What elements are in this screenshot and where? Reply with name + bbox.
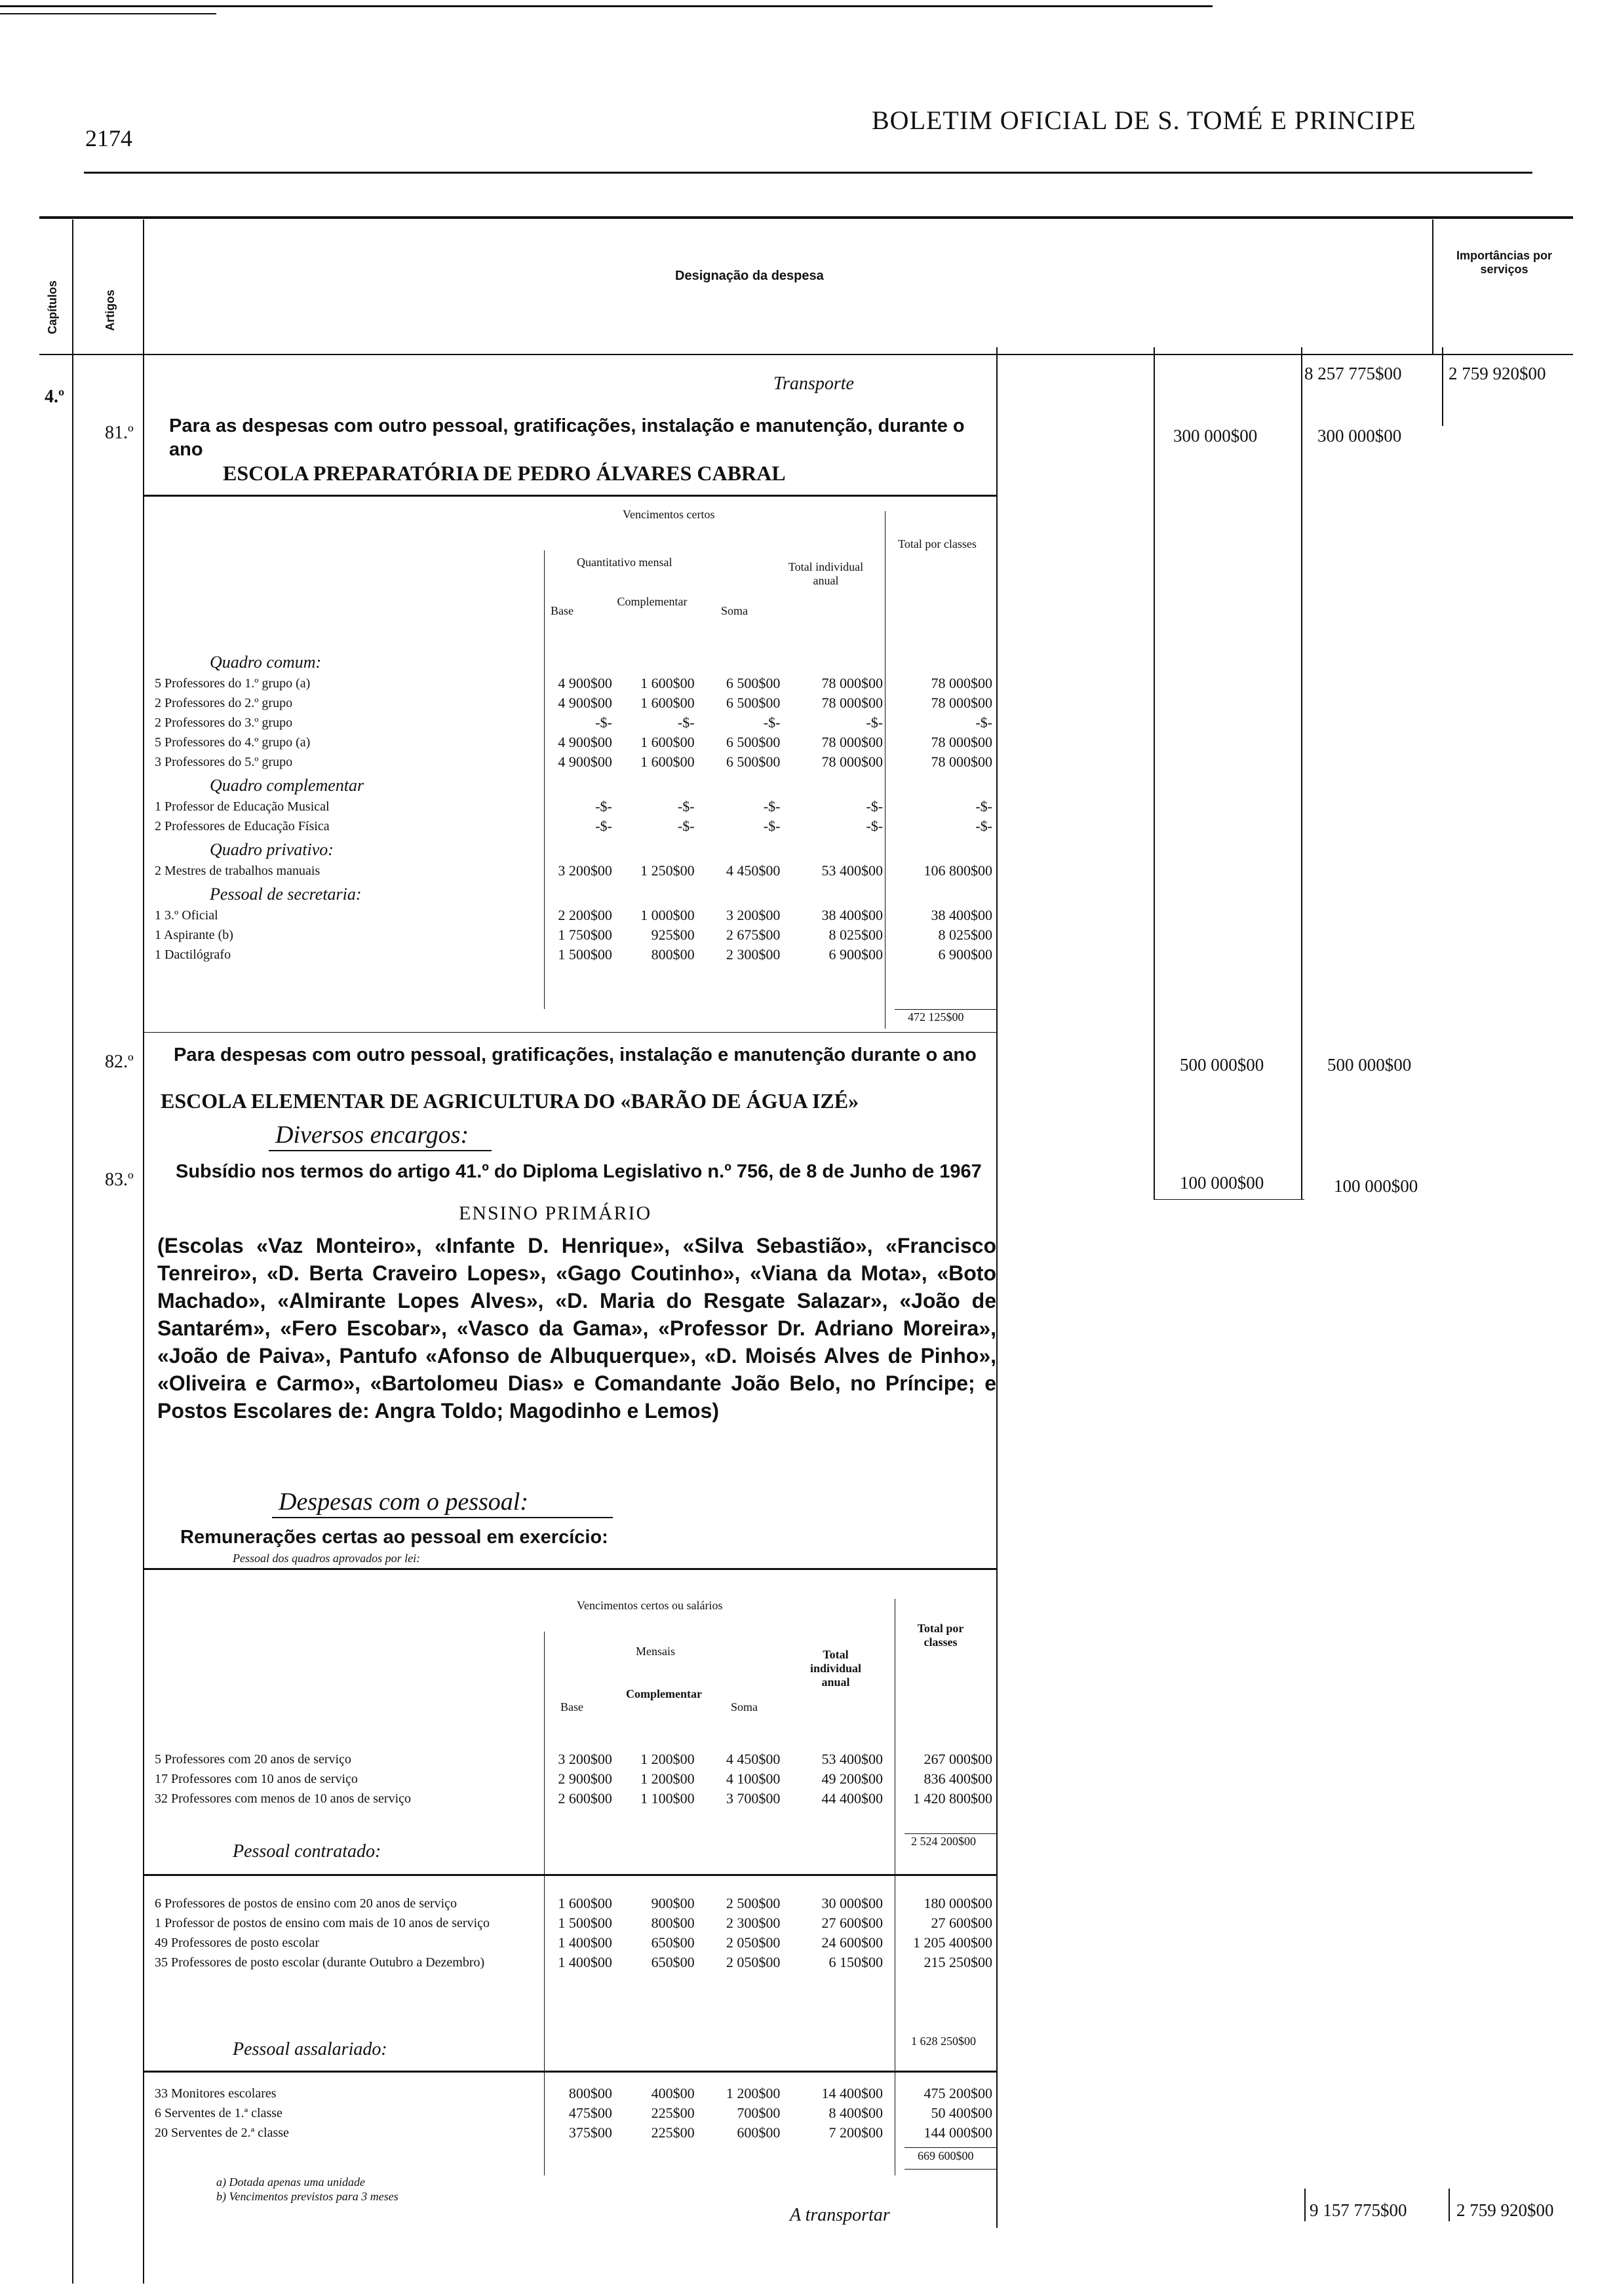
cell-total-classes: 106 800$00 (924, 862, 992, 879)
table-row (151, 1933, 996, 1953)
cell-base: 375$00 (568, 2124, 612, 2141)
art81-total: 472 125$00 (908, 1010, 964, 1024)
table2-contratado-rule (144, 1874, 996, 1876)
cell-base: -$- (595, 714, 612, 731)
cell-total-classes: 1 205 400$00 (913, 1934, 992, 1951)
transporte-amount-1: 8 257 775$00 (1304, 364, 1402, 383)
art81-number: 81.º (105, 423, 134, 443)
table-row (151, 1789, 996, 1808)
t1-head-complementar: Complementar (617, 595, 688, 608)
cell-base: 4 900$00 (558, 695, 612, 711)
col-divider-importancias (1432, 220, 1433, 354)
row-label: 2 Mestres de trabalhos manuais (155, 863, 321, 878)
table2-subtotal3: 669 600$00 (918, 2149, 974, 2162)
cell-soma: -$- (763, 714, 781, 731)
cell-complementar: 1 250$00 (640, 862, 695, 879)
row-label: 2 Professores do 3.º grupo (155, 715, 293, 730)
col-divider-capitulos (72, 220, 73, 2284)
table-top-rule (39, 216, 1573, 219)
table2-assalariado-rule (144, 2071, 996, 2073)
cell-total-individual: 7 200$00 (828, 2124, 884, 2141)
t2-head-complementar: Complementar (626, 1687, 702, 1700)
art83-amount-rule (1154, 1199, 1304, 1200)
cell-total-classes: 27 600$00 (931, 1915, 992, 1931)
row-label: 1 Professor de postos de ensino com mais de 10 anos de serviço (155, 1915, 490, 1930)
row-label: 3 Professores do 5.º grupo (155, 754, 293, 769)
cell-total-classes: 215 250$00 (924, 1954, 992, 1970)
art82-amount-a: 500 000$00 (1180, 1055, 1264, 1075)
cell-total-classes: 836 400$00 (924, 1770, 992, 1787)
group-title: Quadro comum: (210, 653, 322, 672)
cell-base: 1 400$00 (558, 1954, 612, 1970)
col-header-importancias: Importâncias por serviços (1456, 249, 1553, 276)
cell-complementar: 800$00 (651, 1915, 695, 1931)
cell-complementar: 400$00 (651, 2085, 695, 2101)
cell-complementar: 925$00 (651, 927, 695, 943)
row-label: 1 Dactilógrafo (155, 947, 231, 962)
cell-soma: 3 200$00 (726, 907, 781, 923)
page-title: BOLETIM OFICIAL DE S. TOMÉ E PRINCIPE (872, 105, 1416, 135)
table2-subtotal1: 2 524 200$00 (911, 1835, 976, 1848)
group-row (151, 836, 996, 861)
cell-base: 4 900$00 (558, 675, 612, 691)
cell-soma: 6 500$00 (726, 734, 781, 750)
cell-soma: 3 700$00 (726, 1790, 781, 1807)
subtotal3-end-rule (905, 2169, 996, 2170)
cell-total-individual: 78 000$00 (821, 754, 884, 770)
cell-soma: 2 300$00 (726, 946, 781, 963)
col-header-designacao: Designação da despesa (675, 269, 824, 283)
group-title: Quadro complementar (210, 776, 364, 795)
cell-soma: 4 100$00 (726, 1770, 781, 1787)
row-label: 1 Aspirante (b) (155, 927, 233, 942)
cell-base: 1 600$00 (558, 1895, 612, 1911)
row-label: 35 Professores de posto escolar (durante Outubro a Dezembro) (155, 1955, 485, 1970)
t1-head-total-individual: Total individual anual (788, 560, 864, 587)
group-row (151, 772, 996, 797)
cell-total-classes: 180 000$00 (924, 1895, 992, 1911)
cell-complementar: 900$00 (651, 1895, 695, 1911)
t1-head-quantitativo: Quantitativo mensal (577, 556, 672, 569)
row-label: 32 Professores com menos de 10 anos de serviço (155, 1791, 412, 1806)
row-label: 1 Professor de Educação Musical (155, 799, 330, 814)
art83-number: 83.º (105, 1170, 134, 1190)
art82-amount-b: 500 000$00 (1327, 1055, 1412, 1075)
cell-soma: 2 500$00 (726, 1895, 781, 1911)
cell-total-classes: 78 000$00 (931, 734, 992, 750)
transporte-amount-2: 2 759 920$00 (1449, 364, 1546, 383)
art83-remuneracoes: Remunerações certas ao pessoal em exercício: (180, 1527, 608, 1548)
art83-escolas: (Escolas «Vaz Monteiro», «Infante D. Henrique», «Silva Sebastião», «Francisco Tenreiro», «D. Berta Craveiro Lopes», «Gago Coutinho», «Viana da Mota», «Boto Machado», «Almirante Lopes Alves», «D. Maria do Resgate Salazar», «João de Santarém», «Fero Escobar», «Vasco da Gama», «Professor Dr. Adriano Moreira», «João de Paiva», Pantufo «Afonso de Albuquerque», «D. Moisés Alves de Pinho», «Oliveira e Carmo», «Bartolomeu Dias» e Comandante João Belo, no Príncipe; e Postos Escolares de: Angra Toldo; Magodinho e Lemos) (157, 1234, 996, 1423)
row-label: 17 Professores com 10 anos de serviço (155, 1771, 358, 1786)
table-row (151, 674, 996, 693)
row-label: 1 3.º Oficial (155, 908, 218, 923)
amount-col-line-1 (996, 347, 998, 2228)
cell-soma: 2 050$00 (726, 1954, 781, 1970)
row-label: 2 Professores de Educação Física (155, 818, 330, 833)
cell-total-individual: 53 400$00 (821, 862, 884, 879)
cell-total-individual: 24 600$00 (821, 1934, 884, 1951)
cell-base: 475$00 (568, 2105, 612, 2121)
a-transportar-label: A transportar (790, 2205, 890, 2225)
cell-complementar: 1 600$00 (640, 695, 695, 711)
row-label: 33 Monitores escolares (155, 2086, 277, 2101)
cell-base: -$- (595, 818, 612, 834)
top-rule-short (0, 13, 216, 14)
subtotal3-rule (905, 2147, 996, 2148)
t2-head-base: Base (560, 1700, 583, 1713)
amount-col-line-2 (1154, 347, 1155, 1199)
art83-despesas: Despesas com o pessoal: (279, 1488, 529, 1516)
cell-total-individual: 30 000$00 (821, 1895, 884, 1911)
cell-total-individual: 14 400$00 (821, 2085, 884, 2101)
cell-total-classes: 144 000$00 (924, 2124, 992, 2141)
cell-complementar: -$- (677, 798, 695, 814)
cell-soma: 2 675$00 (726, 927, 781, 943)
header-rule (84, 172, 1532, 174)
art81-school-rule (144, 495, 996, 497)
cell-soma: 600$00 (737, 2124, 781, 2141)
art81-amount-b: 300 000$00 (1317, 426, 1402, 446)
cell-total-classes: 78 000$00 (931, 695, 992, 711)
table-row (151, 925, 996, 945)
cell-base: 1 400$00 (558, 1934, 612, 1951)
cell-complementar: 1 600$00 (640, 734, 695, 750)
t2-head-soma: Soma (731, 1700, 758, 1713)
cell-total-classes: 78 000$00 (931, 675, 992, 691)
cell-complementar: 1 200$00 (640, 1770, 695, 1787)
cell-complementar: 650$00 (651, 1934, 695, 1951)
table-row (151, 733, 996, 752)
table-row (151, 2123, 996, 2143)
cell-soma: 1 200$00 (726, 2085, 781, 2101)
cell-total-classes: -$- (975, 714, 992, 731)
art82-number: 82.º (105, 1052, 134, 1072)
art81-table (151, 649, 996, 965)
cell-complementar: 1 000$00 (640, 907, 695, 923)
art83-ensino: ENSINO PRIMÁRIO (459, 1202, 652, 1224)
art82-sub: Diversos encargos: (275, 1121, 469, 1149)
cell-total-individual: 78 000$00 (821, 675, 884, 691)
cell-base: 800$00 (568, 2085, 612, 2101)
group-title: Quadro privativo: (210, 840, 334, 859)
cell-base: 1 750$00 (558, 927, 612, 943)
t1-head-vencimentos: Vencimentos certos (623, 508, 715, 521)
cell-complementar: 1 200$00 (640, 1751, 695, 1767)
table-row (151, 2103, 996, 2123)
row-label: 5 Professores com 20 anos de serviço (155, 1751, 351, 1767)
transporte-label: Transporte (773, 373, 854, 394)
table-row (151, 2084, 996, 2103)
cell-total-classes: 50 400$00 (931, 2105, 992, 2121)
cell-soma: 6 500$00 (726, 754, 781, 770)
cell-soma: 6 500$00 (726, 675, 781, 691)
cell-complementar: 650$00 (651, 1954, 695, 1970)
a-transportar-amount-2: 2 759 920$00 (1456, 2200, 1554, 2220)
table2-rows2 (151, 1894, 996, 1972)
cell-total-classes: 8 025$00 (938, 927, 992, 943)
a-transportar-divider-1 (1304, 2189, 1306, 2221)
cell-complementar: -$- (677, 714, 695, 731)
cell-total-individual: 38 400$00 (821, 907, 884, 923)
a-transportar-amount-1: 9 157 775$00 (1310, 2200, 1407, 2220)
cell-base: -$- (595, 798, 612, 814)
cell-total-individual: 78 000$00 (821, 734, 884, 750)
note-b: b) Vencimentos previstos para 3 meses (216, 2190, 399, 2203)
row-label: 6 Serventes de 1.ª classe (155, 2105, 282, 2120)
t1-head-base: Base (551, 604, 574, 617)
art83-amount-b: 100 000$00 (1334, 1176, 1418, 1196)
cell-total-classes: 78 000$00 (931, 754, 992, 770)
art81-text: Para as despesas com outro pessoal, gratificações, instalação e manutenção, durante o ano (169, 415, 965, 460)
a-transportar-divider-2 (1449, 2189, 1450, 2221)
cell-soma: -$- (763, 818, 781, 834)
column-header-rule (39, 354, 1573, 355)
cell-total-classes: 475 200$00 (924, 2085, 992, 2101)
art83-amount-a: 100 000$00 (1180, 1173, 1264, 1193)
cell-base: 1 500$00 (558, 946, 612, 963)
cell-base: 2 900$00 (558, 1770, 612, 1787)
cell-total-individual: 49 200$00 (821, 1770, 884, 1787)
cell-base: 3 200$00 (558, 1751, 612, 1767)
table-row (151, 816, 996, 836)
cell-total-classes: 1 420 800$00 (913, 1790, 992, 1807)
cell-complementar: 800$00 (651, 946, 695, 963)
group-row (151, 881, 996, 906)
capitulo-number: 4.º (45, 387, 65, 407)
cell-soma: 700$00 (737, 2105, 781, 2121)
row-label: 5 Professores do 1.º grupo (a) (155, 676, 311, 691)
cell-total-classes: -$- (975, 798, 992, 814)
cell-total-individual: 8 025$00 (828, 927, 884, 943)
cell-total-individual: 53 400$00 (821, 1751, 884, 1767)
t2-head-total-classes: Total por classes (917, 1622, 964, 1649)
table2-assalariado: Pessoal assalariado: (233, 2039, 387, 2059)
art82-sub-underline (269, 1150, 492, 1151)
table2-top-rule (144, 1568, 996, 1570)
cell-complementar: 1 600$00 (640, 754, 695, 770)
table2-rows1 (151, 1750, 996, 1808)
cell-complementar: 225$00 (651, 2105, 695, 2121)
cell-soma: -$- (763, 798, 781, 814)
table-row (151, 1769, 996, 1789)
cell-total-classes: 38 400$00 (931, 907, 992, 923)
top-rule (0, 5, 1213, 7)
art81-school: ESCOLA PREPARATÓRIA DE PEDRO ÁLVARES CABRAL (223, 461, 786, 485)
cell-complementar: 1 600$00 (640, 675, 695, 691)
art82-school: ESCOLA ELEMENTAR DE AGRICULTURA DO «BARÃO DE ÁGUA IZÉ» (161, 1089, 859, 1113)
group-title: Pessoal de secretaria: (210, 885, 362, 904)
art81-end-rule (144, 1032, 996, 1033)
cell-total-individual: 27 600$00 (821, 1915, 884, 1931)
table2-rows3 (151, 2084, 996, 2143)
art83-text: Subsídio nos termos do artigo 41.º do Diploma Legislativo n.º 756, de 8 de Junho de 1967 (176, 1161, 982, 1182)
table-row (151, 713, 996, 733)
col-header-artigos: Artigos (104, 290, 117, 331)
cell-total-individual: -$- (866, 818, 884, 834)
table2-subtotal2: 1 628 250$00 (911, 2035, 976, 2048)
table-row (151, 945, 996, 965)
t2-head-total-individual: Total individual anual (809, 1648, 862, 1689)
cell-base: 1 500$00 (558, 1915, 612, 1931)
cell-total-individual: -$- (866, 714, 884, 731)
amount-col-line-3 (1301, 347, 1302, 1199)
cell-total-individual: 8 400$00 (828, 2105, 884, 2121)
col-divider-artigos (143, 220, 144, 2284)
table-row (151, 1913, 996, 1933)
table-row (151, 752, 996, 772)
art81-amount-a: 300 000$00 (1173, 426, 1258, 446)
table-row (151, 1894, 996, 1913)
t2-head-vencimentos: Vencimentos certos ou salários (577, 1599, 723, 1612)
cell-total-classes: -$- (975, 818, 992, 834)
table-row (151, 693, 996, 713)
cell-total-individual: 6 900$00 (828, 946, 884, 963)
t2-head-mensais: Mensais (636, 1645, 675, 1658)
col-header-capitulos: Capítulos (46, 280, 59, 334)
row-label: 6 Professores de postos de ensino com 20 anos de serviço (155, 1896, 457, 1911)
cell-complementar: 225$00 (651, 2124, 695, 2141)
cell-base: 3 200$00 (558, 862, 612, 879)
t1-head-total-classes: Total por classes (898, 537, 977, 550)
amount-col-line-4 (1442, 347, 1443, 426)
note-a: a) Dotada apenas uma unidade (216, 2175, 365, 2189)
cell-total-individual: 78 000$00 (821, 695, 884, 711)
cell-soma: 2 300$00 (726, 1915, 781, 1931)
art83-despesas-underline (272, 1517, 613, 1518)
t1-head-soma: Soma (721, 604, 749, 617)
table-row (151, 1953, 996, 1972)
cell-base: 4 900$00 (558, 734, 612, 750)
cell-soma: 2 050$00 (726, 1934, 781, 1951)
cell-soma: 4 450$00 (726, 862, 781, 879)
cell-total-individual: 6 150$00 (828, 1954, 884, 1970)
cell-total-individual: -$- (866, 798, 884, 814)
cell-total-classes: 267 000$00 (924, 1751, 992, 1767)
cell-base: 2 600$00 (558, 1790, 612, 1807)
table-row (151, 1750, 996, 1769)
cell-complementar: -$- (677, 818, 695, 834)
cell-total-individual: 44 400$00 (821, 1790, 884, 1807)
row-label: 2 Professores do 2.º grupo (155, 695, 293, 710)
cell-soma: 4 450$00 (726, 1751, 781, 1767)
cell-base: 4 900$00 (558, 754, 612, 770)
table-row (151, 906, 996, 925)
row-label: 5 Professores do 4.º grupo (a) (155, 735, 311, 750)
art83-pessoal-quadros: Pessoal dos quadros aprovados por lei: (233, 1552, 421, 1565)
cell-soma: 6 500$00 (726, 695, 781, 711)
row-label: 20 Serventes de 2.ª classe (155, 2125, 289, 2140)
table-row (151, 861, 996, 881)
cell-base: 2 200$00 (558, 907, 612, 923)
cell-complementar: 1 100$00 (640, 1790, 695, 1807)
cell-total-classes: 6 900$00 (938, 946, 992, 963)
subtotal1-rule (905, 1833, 996, 1834)
table-row (151, 797, 996, 816)
page-number: 2174 (85, 125, 132, 151)
art82-text: Para despesas com outro pessoal, gratificações, instalação e manutenção durante o ano (174, 1044, 977, 1065)
row-label: 49 Professores de posto escolar (155, 1935, 320, 1950)
group-row (151, 649, 996, 674)
art81-total-rule (895, 1009, 996, 1010)
table2-contratado: Pessoal contratado: (233, 1841, 381, 1862)
